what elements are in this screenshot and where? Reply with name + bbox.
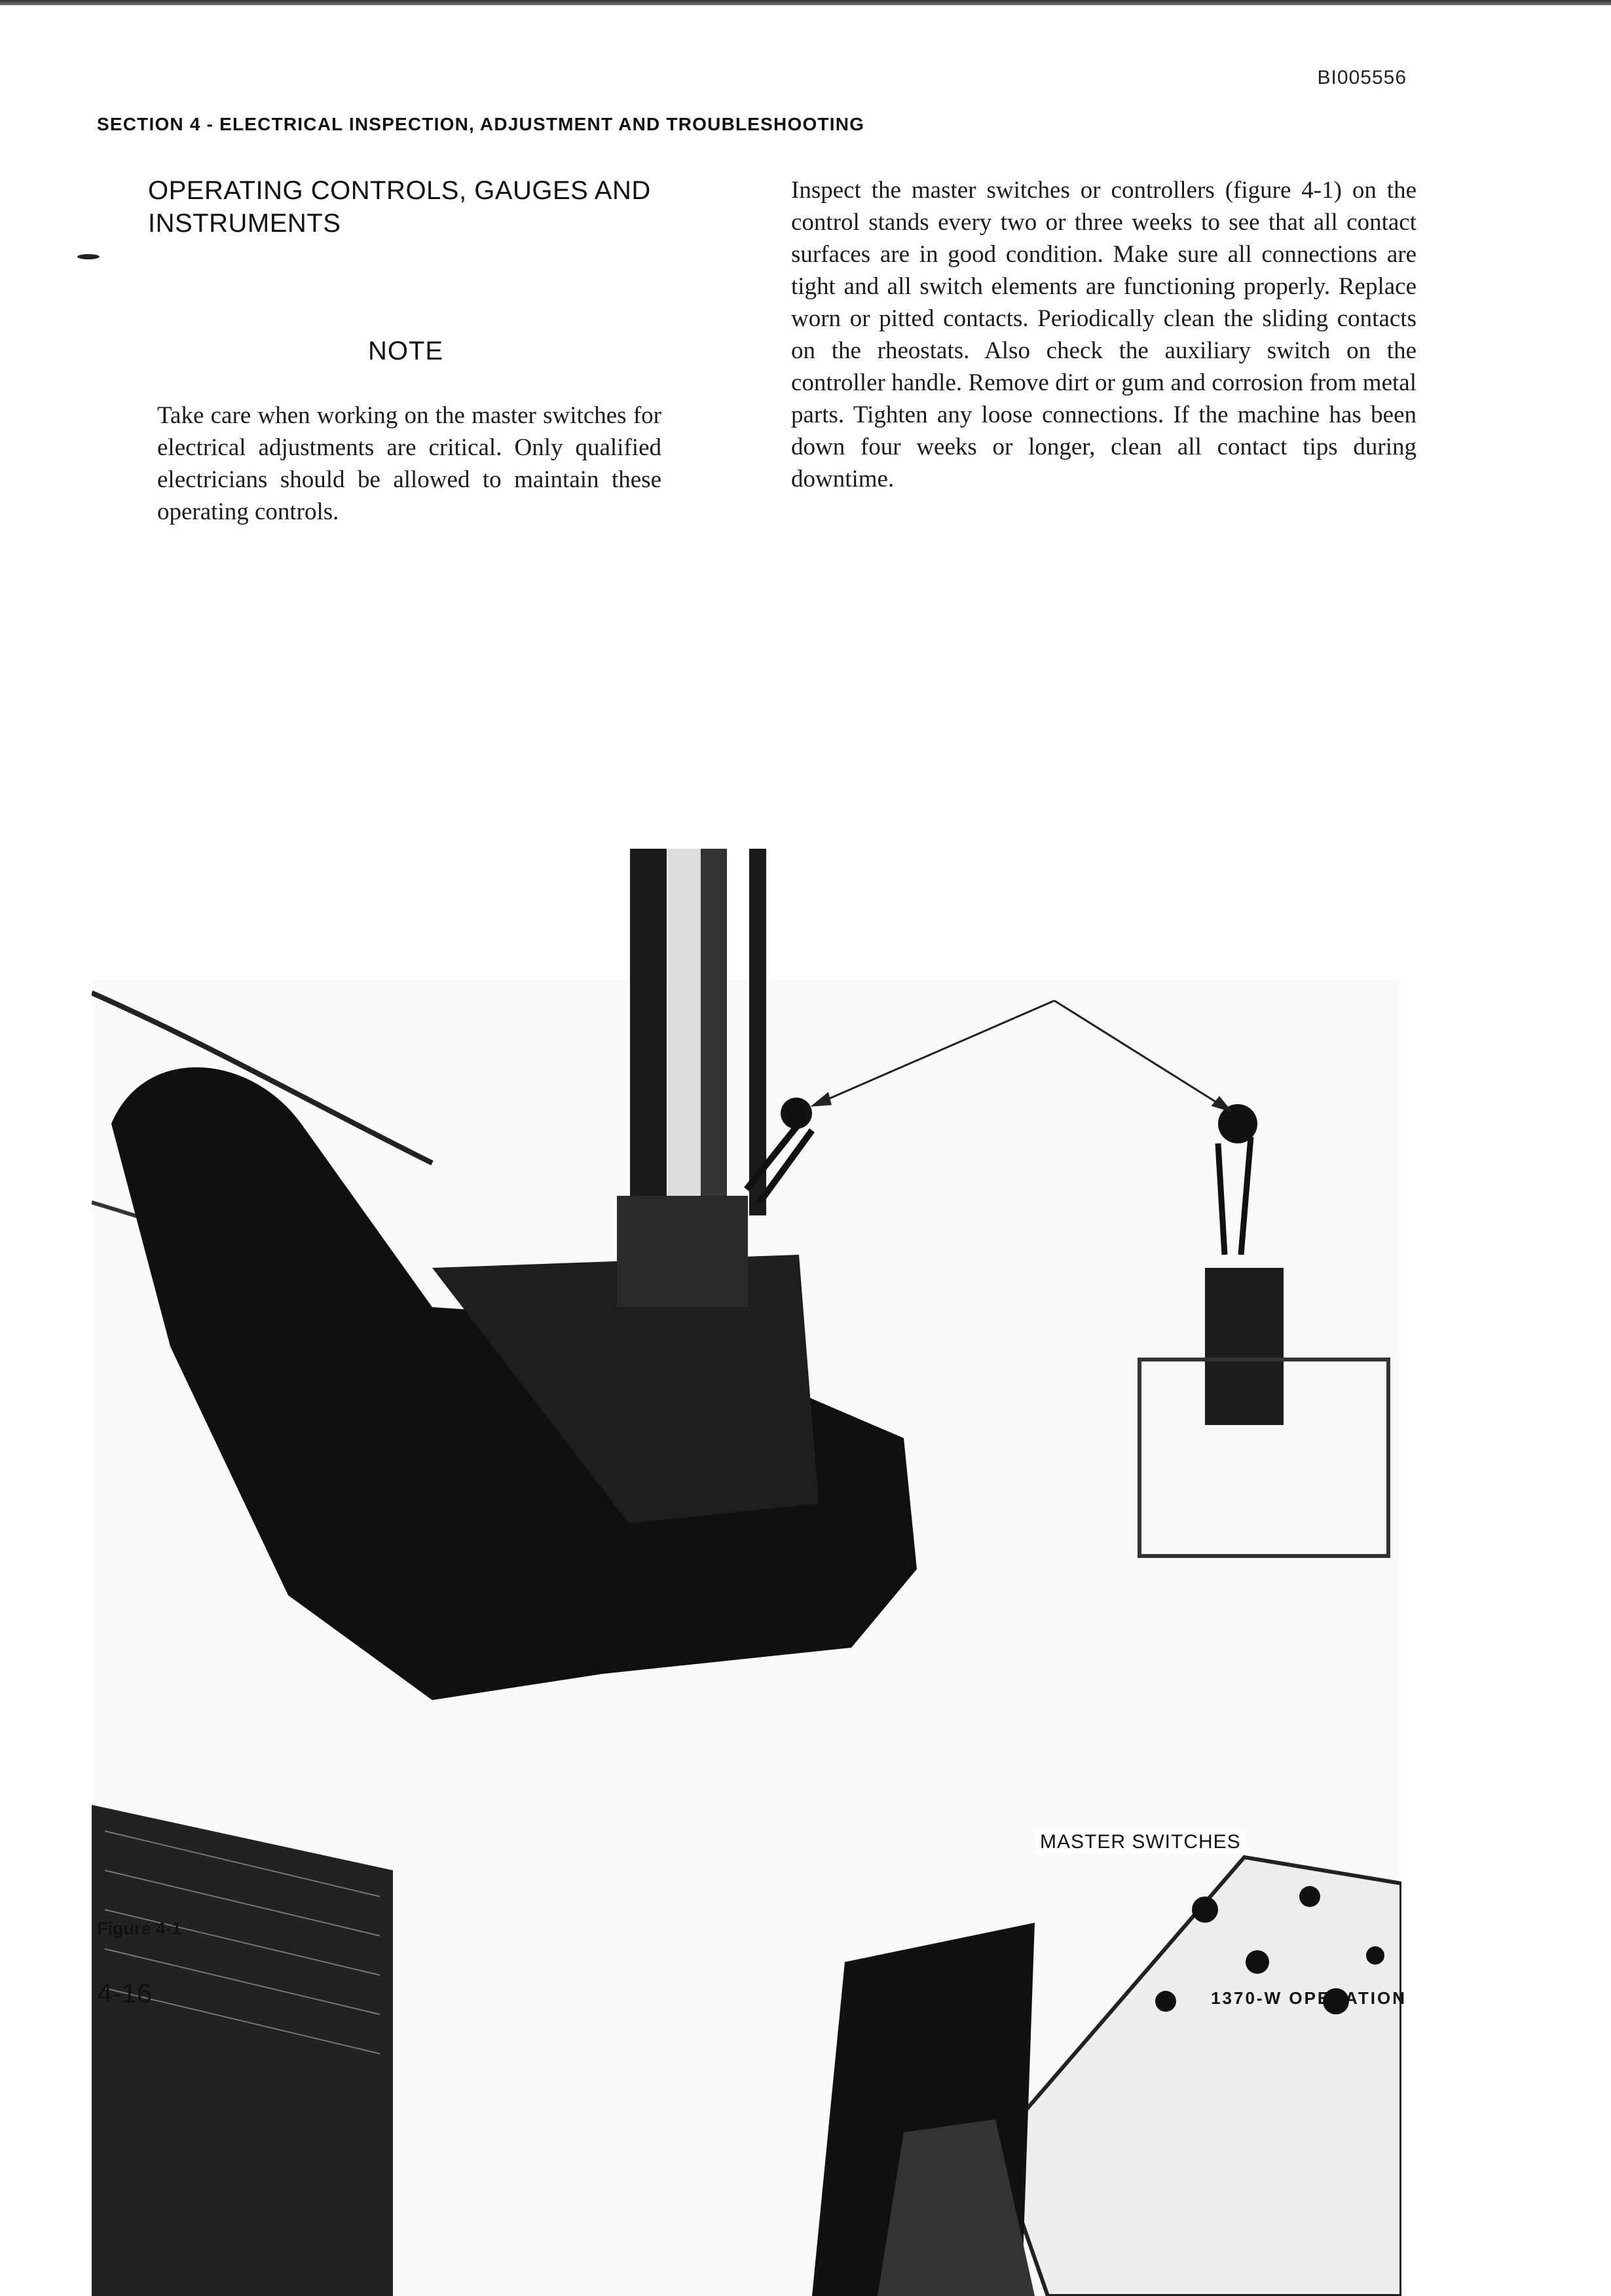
top-rule	[0, 0, 1611, 5]
figure-photo	[92, 849, 1401, 2296]
section-header: SECTION 4 - ELECTRICAL INSPECTION, ADJUSTMENT AND TROUBLESHOOTING	[97, 114, 865, 134]
scan-mark	[77, 254, 100, 259]
figure-caption: Figure 4-1	[97, 1919, 182, 1938]
note-text: Take care when working on the master switches for electrical adjustments are critical. Only qualified electricians should be allowed to maintain these operating controls.	[157, 402, 661, 525]
document-id: BI005556	[1317, 67, 1407, 88]
footer-title: 1370-W OPERATION	[1211, 1988, 1407, 2008]
section-heading: OPERATING CONTROLS, GAUGES AND INSTRUMENTS	[148, 176, 651, 238]
body-paragraph: Inspect the master switches or controllers (figure 4-1) on the control stands every two or three weeks to see that all contact surfaces are in good condition. Make sure all connections are tight and all switch elements are functioning properly. Replace worn or pitted contacts. Periodically clean the sliding contacts on the rheostats. Also check the auxiliary switch on the controller handle. Remove dirt or gum and corrosion from metal parts. Tighten any loose connections. If the machine has been down four weeks or longer, clean all contact tips during downtime.	[791, 177, 1417, 492]
page-number: 4-16	[97, 1978, 153, 2009]
note-title: NOTE	[368, 337, 444, 365]
figure-callout-label: MASTER SWITCHES	[1036, 1831, 1245, 1853]
